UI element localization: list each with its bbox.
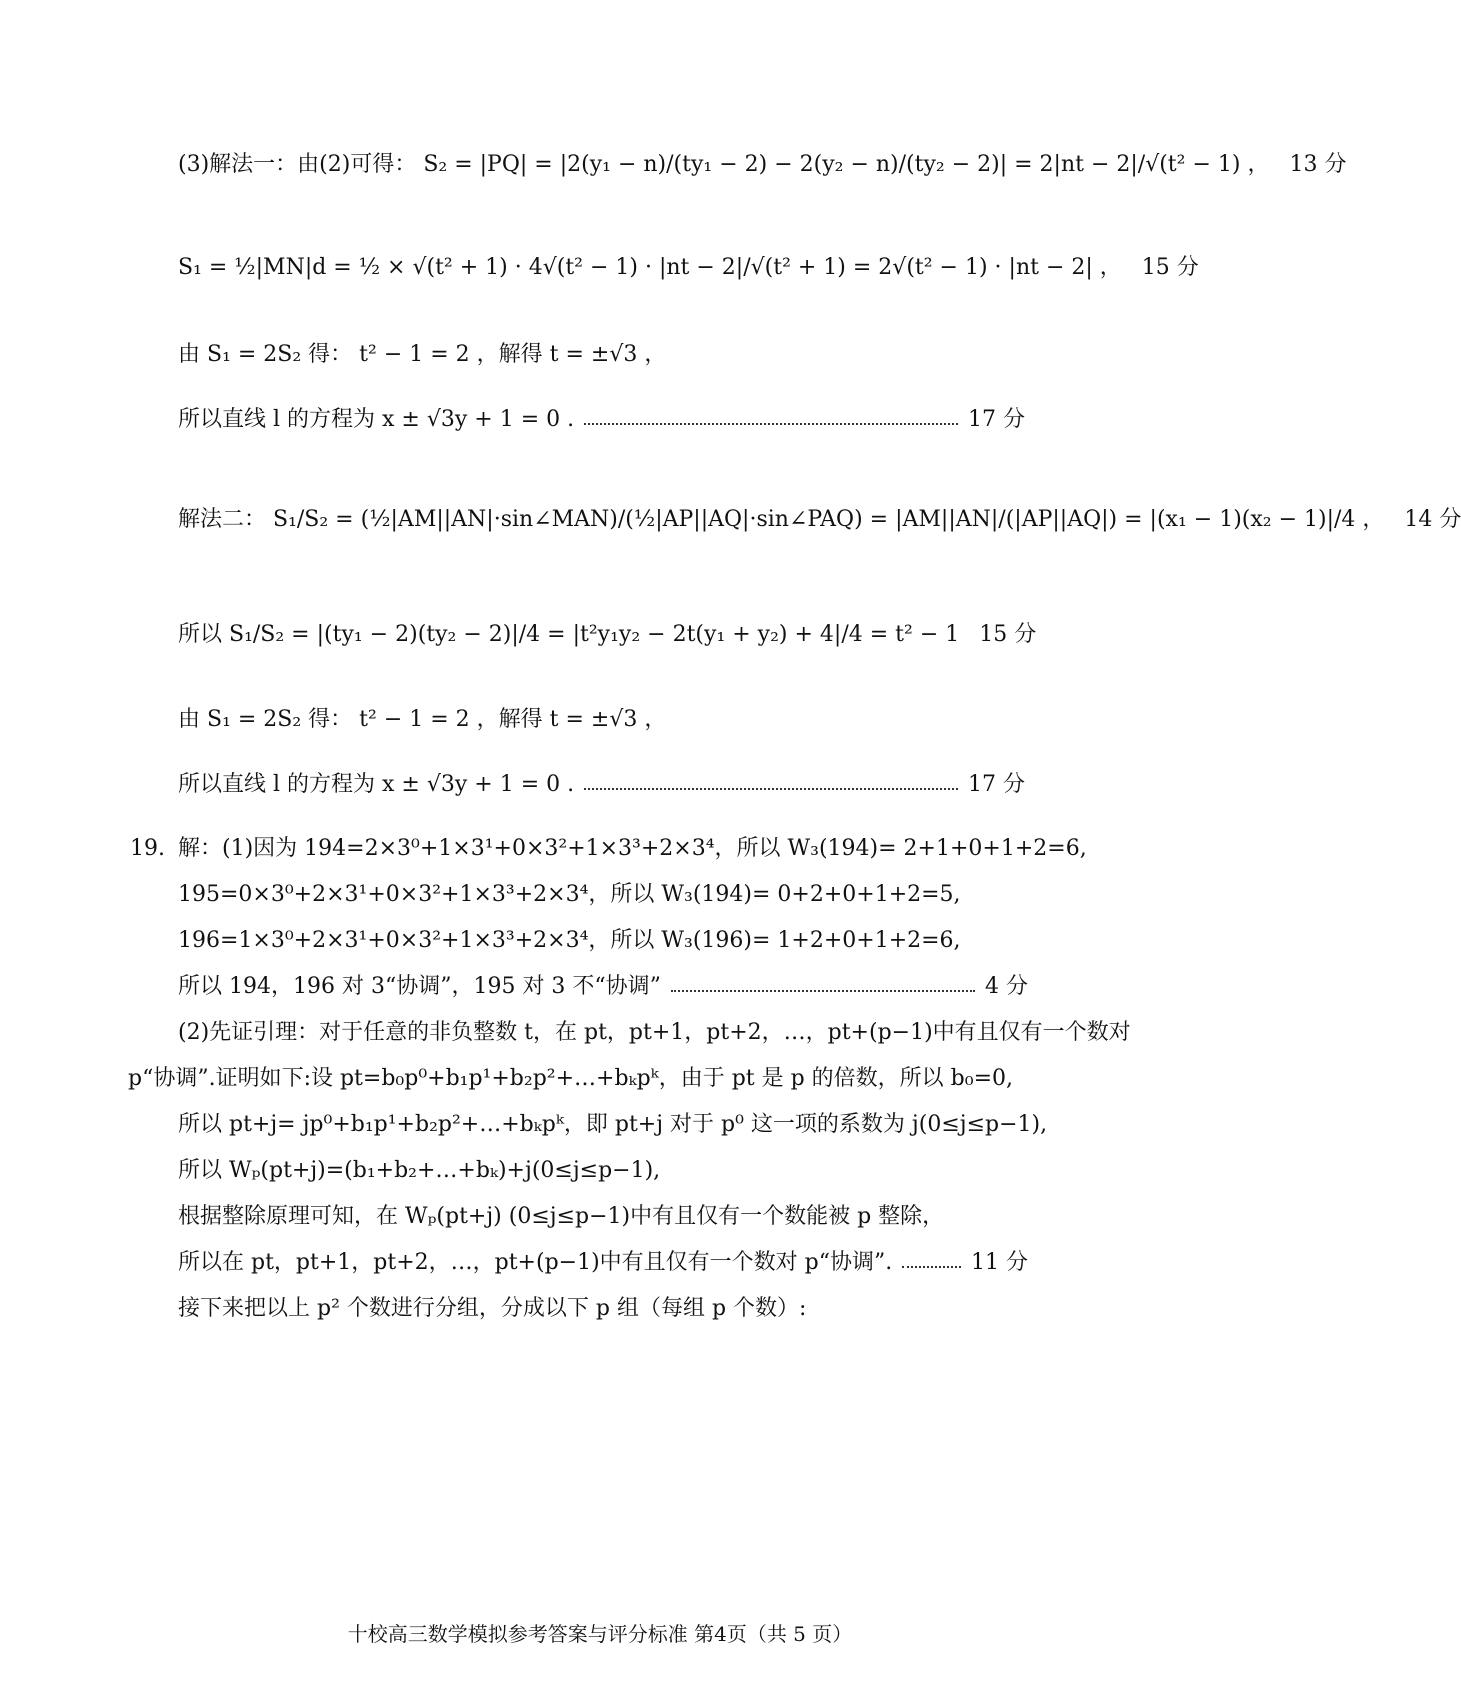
q19-row1: 解：(1)因为 194=2×3⁰+1×3¹+0×3²+1×3³+2×3⁴，所以 W₃(194)= 2+1+0+1+2=6, (178, 836, 1087, 861)
q19-row3: 196=1×3⁰+2×3¹+0×3²+1×3³+2×3⁴，所以 W₃(196)= 1+2+0+1+2=6, (178, 928, 961, 953)
method2-line1-text: 解法二： S₁/S₂ = (½|AM||AN|·sin∠MAN)/(½|AP||AQ|·sin∠PAQ) = |AM||AN|/(|AP||AQ|) = |(x₁ − 1)(x₂ − 1)|/4 ， (178, 507, 1385, 532)
q19-row4-text: 所以 194，196 对 3“协调”，195 对 3 不“协调” (178, 974, 661, 999)
q19-row8: 所以 Wₚ(pt+j)=(b₁+b₂+…+bₖ)+j(0≤j≤p−1), (178, 1158, 661, 1183)
method2-line1 (178, 505, 1461, 535)
score-13: 13 分 (1289, 152, 1347, 177)
q19-row10 (178, 1240, 1028, 1286)
dot-leader (584, 788, 958, 790)
q19-row7: 所以 pt+j= jp⁰+b₁p¹+b₂p²+…+bₖpᵏ，即 pt+j 对于 p⁰ 这一项的系数为 j(0≤j≤p−1), (178, 1112, 1048, 1137)
q19-row2: 195=0×3⁰+2×3¹+0×3²+1×3³+2×3⁴，所以 W₃(194)= 0+2+0+1+2=5, (178, 882, 961, 907)
method1-line3 (178, 340, 1025, 370)
method1-line4 (178, 405, 1025, 435)
method2-line3 (178, 705, 1025, 735)
method2-line4-text: 所以直线 l 的方程为 x ± √3y + 1 = 0 . (178, 772, 575, 797)
dot-leader (902, 1266, 961, 1268)
score-11: 11 分 (971, 1250, 1028, 1275)
page-footer: 十校高三数学模拟参考答案与评分标准 第4页（共 5 页） (347, 1622, 853, 1646)
score-15: 15 分 (1141, 255, 1199, 280)
method2-line3-text: 由 S₁ = 2S₂ 得： t² − 1 = 2 ，解得 t = ±√3 ， (178, 707, 667, 732)
method1-line4-text: 所以直线 l 的方程为 x ± √3y + 1 = 0 . (178, 407, 575, 432)
q19-row5: (2)先证引理：对于任意的非负整数 t，在 pt，pt+1，pt+2，…，pt+(p−1)中有且仅有一个数对 (178, 1020, 1131, 1045)
score-4: 4 分 (985, 974, 1028, 999)
method1-line3-text: 由 S₁ = 2S₂ 得： t² − 1 = 2 ，解得 t = ±√3 ， (178, 342, 667, 367)
dot-leader (671, 990, 975, 992)
score-14: 14 分 (1404, 507, 1461, 532)
q19-row4 (178, 964, 1028, 1010)
q19-row6: p“协调”.证明如下:设 pt=b₀p⁰+b₁p¹+b₂p²+…+bₖpᵏ，由于 pt 是 p 的倍数，所以 b₀=0, (128, 1066, 1013, 1091)
method1-line2 (178, 253, 1199, 283)
method1-line1 (178, 150, 1347, 180)
score-17: 17 分 (968, 407, 1025, 432)
q19-block (128, 826, 1131, 1332)
score-15: 15 分 (979, 622, 1037, 647)
method1-line2-text: S₁ = ½|MN|d = ½ × √(t² + 1) · 4√(t² − 1) · |nt − 2|/√(t² + 1) = 2√(t² − 1) · |nt − 2| ， (178, 255, 1122, 280)
q19-row11: 接下来把以上 p² 个数进行分组，分成以下 p 组（每组 p 个数）: (178, 1296, 807, 1321)
dot-leader (584, 423, 958, 425)
question-number: 19. (130, 836, 165, 861)
q19-row9: 根据整除原理可知，在 Wₚ(pt+j) (0≤j≤p−1)中有且仅有一个数能被 p 整除， (178, 1204, 945, 1229)
method1-line1-text: (3)解法一：由(2)可得： S₂ = |PQ| = |2(y₁ − n)/(ty₁ − 2) − 2(y₂ − n)/(ty₂ − 2)| = 2|nt − 2|/√(t² − 1) ， (178, 152, 1270, 177)
method2-line4 (178, 770, 1025, 800)
q19-row10-text: 所以在 pt，pt+1，pt+2，…，pt+(p−1)中有且仅有一个数对 p“协调”. (178, 1250, 893, 1275)
method2-line2-text: 所以 S₁/S₂ = |(ty₁ − 2)(ty₂ − 2)|/4 = |t²y₁y₂ − 2t(y₁ + y₂) + 4|/4 = t² − 1 (178, 622, 960, 647)
method2-line2 (178, 620, 1037, 650)
score-17: 17 分 (968, 772, 1025, 797)
